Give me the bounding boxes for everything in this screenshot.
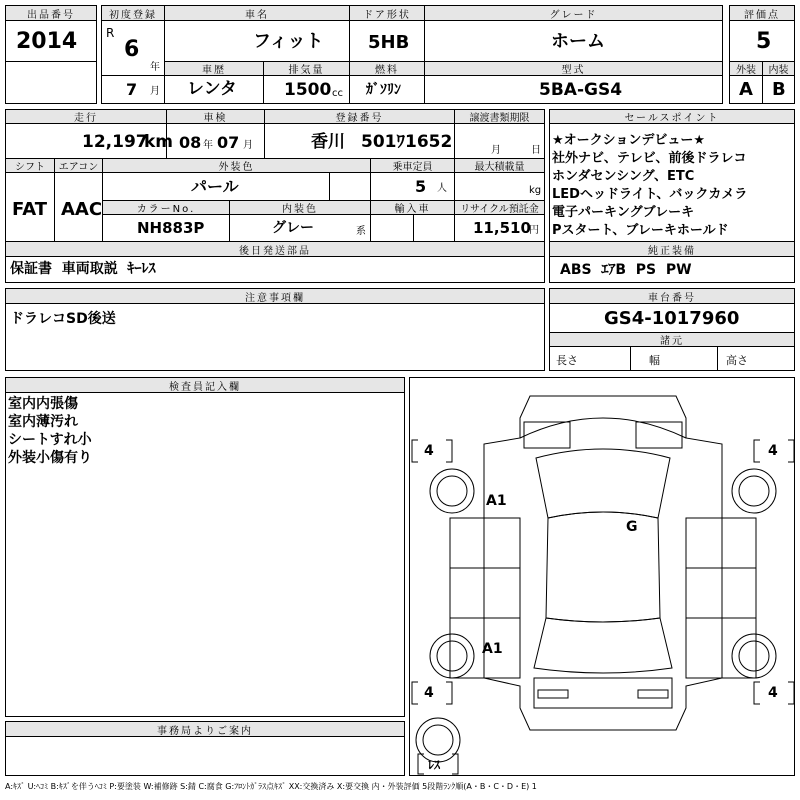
damage-mark-g: G: [626, 519, 638, 535]
sales-point-line: 電子パーキングブレーキ: [552, 205, 695, 220]
mileage-cell: [5, 123, 174, 159]
caution-cell: [5, 303, 545, 371]
shift: FAT: [12, 199, 48, 220]
plate-label: 登録番号: [264, 109, 455, 124]
later-parts: 保証書 車両取説 ｷｰﾚｽ: [10, 261, 156, 277]
equipment: ABS ｴｱB PS PW: [560, 262, 692, 278]
bracket: [446, 682, 452, 704]
int-color-label: 内装色: [229, 200, 371, 215]
displacement-unit: cc: [332, 88, 343, 99]
sales-point-line: ホンダセンシング、ETC: [552, 169, 695, 184]
transfer-label: 譲渡書類期限: [454, 109, 545, 124]
inspector-note: 室内薄汚れ: [8, 414, 78, 430]
inspector-label: 検査員記入欄: [5, 377, 405, 393]
exterior-grade: A: [739, 79, 753, 100]
grade-cell: [424, 20, 723, 62]
caution-label: 注意事項欄: [5, 288, 545, 304]
bracket: [788, 440, 794, 462]
inspection-year-unit: 年: [203, 140, 213, 151]
legend: A:ｷｽﾞ U:ﾍｺﾐ B:ｷｽﾞを伴うﾍｺﾐ P:要塗装 W:補修跡 S:錆 C:腐食 G:ﾌﾛﾝﾄｶﾞﾗｽ点ｷｽﾞ XX:交換済み X:要交換 内・外装評価 5段階ﾗﾝｸ順(A・B・C・D・E) 1: [5, 782, 537, 791]
first-reg-month-unit: 月: [150, 86, 160, 97]
width-label: 幅: [649, 354, 660, 367]
mileage-label: 走行: [5, 109, 167, 124]
car-diagram: [409, 377, 795, 776]
rear-light-right: [638, 690, 668, 698]
chassis-label: 車台番号: [549, 288, 795, 304]
displacement: 1500: [284, 80, 332, 100]
height-label: 高さ: [726, 354, 748, 367]
displacement-cell: [263, 75, 350, 104]
plate-number: 501ﾜ1652: [361, 132, 453, 152]
chassis-cell: [549, 303, 795, 333]
car-name-label: 車名: [164, 5, 350, 21]
length-cell: [549, 346, 631, 371]
length-label: 長さ: [556, 354, 578, 367]
rear-bumper: [534, 678, 672, 708]
shift-cell: [5, 172, 55, 242]
model-label: 型式: [424, 61, 723, 76]
inspection-label: 車検: [166, 109, 265, 124]
damage-mark-a1-rear: A1: [482, 641, 503, 657]
model: 5BA-GS4: [539, 80, 623, 100]
first-reg-year: 6: [124, 37, 140, 62]
car-outline: [410, 378, 796, 777]
fuel-cell: [349, 75, 425, 104]
dims-label: 諸元: [549, 332, 795, 347]
sales-point-line: ★オークションデビュー★: [552, 133, 706, 148]
plate-area: 香川: [311, 132, 345, 152]
load-label: 最大積載量: [454, 158, 545, 173]
capacity-label: 乗車定員: [370, 158, 455, 173]
hood-outline: [520, 418, 686, 438]
later-parts-label: 後日発送部品: [5, 241, 545, 257]
recycle: 11,510: [473, 219, 531, 237]
grade-label: グレード: [424, 5, 723, 21]
later-parts-cell: [5, 256, 545, 283]
lot-no-label: 出品番号: [5, 5, 97, 21]
bracket: [788, 682, 794, 704]
ac: AAC: [61, 199, 103, 220]
right-side-panels: [686, 518, 756, 678]
first-reg-year-unit: 年: [150, 62, 160, 73]
interior-label: 内装: [762, 61, 795, 76]
score-label: 評価点: [729, 5, 795, 21]
int-color-unit: 系: [356, 226, 366, 237]
sales-points-cell: [549, 123, 795, 242]
load-unit: kg: [529, 185, 542, 196]
lot-no: 2014: [16, 29, 78, 54]
tire-rear-left: 4: [424, 685, 434, 701]
lot-no-cell: [5, 20, 97, 62]
fuel: ｶﾞｿﾘﾝ: [366, 82, 401, 98]
equipment-label: 純正装備: [549, 241, 795, 257]
color-no: NH883P: [137, 219, 205, 237]
office-label: 事務局よりご案内: [5, 721, 405, 737]
capacity-cell: [370, 172, 455, 201]
caution-text: ドラレコSD後送: [10, 311, 116, 327]
fuel-label: 燃料: [349, 61, 425, 76]
capacity-unit: 人: [437, 183, 447, 194]
inspection-month-unit: 月: [243, 140, 253, 151]
bracket: [418, 754, 424, 774]
int-color: グレー: [272, 220, 314, 236]
first-reg-label: 初度登録: [101, 5, 165, 21]
ac-label: エアコン: [54, 158, 103, 173]
ac-cell: [54, 172, 103, 242]
color: パール: [191, 177, 239, 196]
import-divider: [413, 214, 414, 242]
sales-point-line: LEDヘッドライト、バックカメラ: [552, 187, 748, 202]
damage-mark-a1-front: A1: [486, 493, 507, 509]
bracket: [754, 440, 760, 462]
first-reg-month-cell: [101, 75, 165, 104]
color-no-label: カラーNo.: [102, 200, 230, 215]
door-label: ドア形状: [349, 5, 425, 21]
sales-point-line: 社外ナビ、テレビ、前後ドラレコ: [552, 151, 747, 166]
first-reg-era: R: [106, 26, 115, 40]
first-reg-month: 7: [126, 80, 138, 99]
recycle-cell: [454, 214, 545, 242]
transfer-day-unit: 日: [531, 145, 541, 156]
mileage: 12,197: [82, 132, 148, 152]
score: 5: [756, 29, 772, 54]
inspection-month: 07: [217, 133, 240, 152]
displacement-label: 排気量: [263, 61, 350, 76]
tire-rear-right: 4: [768, 685, 778, 701]
front-lights: [524, 422, 682, 448]
color-label: 外装色: [102, 158, 371, 173]
roof: [546, 512, 660, 622]
score-cell: [729, 20, 795, 62]
width-cell: [630, 346, 718, 371]
mileage-unit: km: [144, 132, 174, 152]
equipment-cell: [549, 256, 795, 283]
car-name-cell: [164, 20, 350, 62]
interior-grade: B: [772, 79, 786, 100]
recycle-label: リサイクル預託金: [454, 200, 545, 215]
bracket: [446, 440, 452, 462]
inspector-note: 室内内張傷: [8, 396, 78, 412]
recycle-unit: 円: [529, 225, 539, 236]
chassis-number: GS4-1017960: [604, 308, 740, 329]
inspector-note: 外装小傷有り: [8, 450, 92, 466]
inspector-note: シートすれ小: [8, 432, 92, 448]
transfer-month-unit: 月: [491, 145, 501, 156]
bracket: [412, 682, 418, 704]
door: 5HB: [368, 32, 410, 53]
load-cell: [454, 172, 545, 201]
transfer-cell: [454, 123, 545, 159]
color-sub-divider: [329, 172, 330, 201]
color-no-cell: [102, 214, 230, 242]
history-label: 車歴: [164, 61, 264, 76]
door-cell: [349, 20, 425, 62]
capacity: 5: [415, 177, 427, 196]
color-cell: [102, 172, 371, 201]
spare-tire-label: ﾚｽ: [428, 758, 441, 772]
history-cell: [164, 75, 264, 104]
windshield: [536, 449, 670, 518]
bracket: [452, 754, 458, 774]
grade: ホーム: [551, 31, 605, 52]
import-cell: [370, 214, 455, 242]
tire-front-left: 4: [424, 443, 434, 459]
rear-window: [534, 618, 672, 673]
inspection-cell: [166, 123, 265, 159]
history: レンタ: [187, 79, 237, 99]
shift-label: シフト: [5, 158, 55, 173]
tire-front-right: 4: [768, 443, 778, 459]
sales-point-line: Pスタート、ブレーキホールド: [552, 223, 729, 238]
height-cell: [717, 346, 795, 371]
exterior-label: 外装: [729, 61, 763, 76]
car-name: フィット: [253, 31, 324, 52]
rear-light-left: [538, 690, 568, 698]
bracket: [754, 682, 760, 704]
inspector-cell: [5, 392, 405, 717]
lot-no-blank: [5, 61, 97, 104]
plate-cell: [264, 123, 455, 159]
bracket: [412, 440, 418, 462]
exterior-cell: [729, 75, 763, 104]
model-cell: [424, 75, 723, 104]
first-reg-year-cell: [101, 20, 165, 76]
inspection-year: 08: [179, 133, 202, 152]
import-label: 輸入車: [370, 200, 455, 215]
int-color-cell: [229, 214, 371, 242]
office-cell: [5, 736, 405, 776]
sales-points-label: セールスポイント: [549, 109, 795, 124]
interior-cell: [762, 75, 795, 104]
